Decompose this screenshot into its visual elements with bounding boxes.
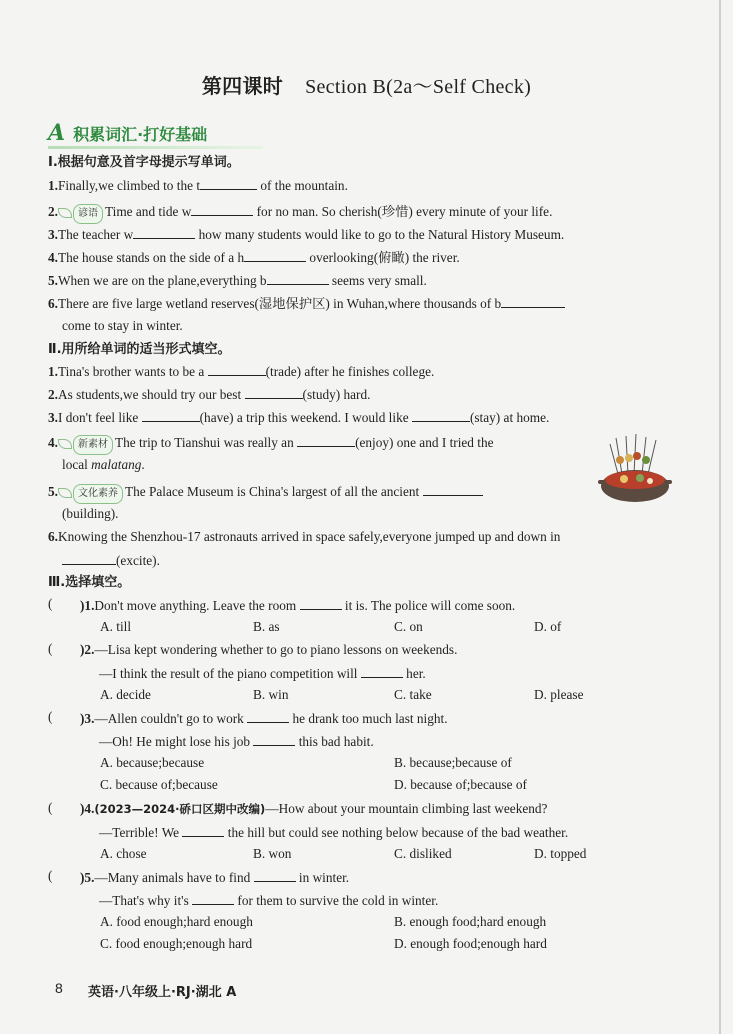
p3-q1: )1.Don't move anything. Leave the room it is. The police will come soon. xyxy=(80,598,516,613)
section-letter: A xyxy=(48,120,66,146)
answer-blank[interactable] xyxy=(361,664,403,678)
title-cn: 第四课时 xyxy=(201,74,284,98)
answer-blank[interactable] xyxy=(423,482,483,496)
leaf-icon xyxy=(58,488,72,498)
tag-label: 文化素养 xyxy=(73,484,123,504)
answer-blank[interactable] xyxy=(501,294,565,308)
part2-heading: Ⅱ.用所给单词的适当形式填空。 xyxy=(48,342,231,357)
answer-blank[interactable] xyxy=(254,868,296,882)
source-note: (2023—2024·硚口区期中改编) xyxy=(94,802,266,816)
p3-q3: )3.—Allen couldn't go to work he drank too much last night. xyxy=(80,711,448,726)
p2-item-4: 4. 新素材 The trip to Tianshui was really an (enjoy) one and I tried the xyxy=(48,433,693,455)
option[interactable]: A. because;because xyxy=(100,755,205,770)
answer-blank[interactable] xyxy=(208,362,266,376)
tag-label: 谚语 xyxy=(73,204,103,224)
leaf-icon xyxy=(58,439,72,449)
option[interactable]: D. enough food;enough hard xyxy=(394,936,547,951)
option[interactable]: A. till xyxy=(100,619,132,634)
option[interactable]: A. chose xyxy=(100,846,147,861)
answer-paren[interactable]: ( xyxy=(48,641,53,656)
answer-blank[interactable] xyxy=(412,408,470,422)
p1-item-6: 6.There are five large wetland reserves(湿地保护区) in Wuhan,where thousands of b xyxy=(48,294,693,313)
answer-paren[interactable]: ( xyxy=(48,709,53,724)
title-en: Section B(2a～Self Check) xyxy=(305,76,532,98)
option[interactable]: C. take xyxy=(394,687,432,702)
option[interactable]: C. food enough;enough hard xyxy=(100,936,253,951)
p3-q2-line2: —I think the result of the piano competition will her. xyxy=(99,666,426,681)
option[interactable]: D. topped xyxy=(534,846,587,861)
p2-item-2: 2.As students,we should try our best (study) hard. xyxy=(48,387,371,402)
option[interactable]: C. because of;because xyxy=(100,777,218,792)
answer-paren[interactable]: ( xyxy=(48,596,53,611)
answer-blank[interactable] xyxy=(300,596,342,610)
page-edge xyxy=(719,0,721,1034)
answer-blank[interactable] xyxy=(267,271,329,285)
p3-q4: )4.(2023—2024·硚口区期中改编)—How about your mountain climbing last weekend? xyxy=(80,801,548,816)
p1-item-2: 2. 谚语 Time and tide w for no man. So cherish(珍惜) every minute of your life. xyxy=(48,202,693,224)
p1-item-6-cont: come to stay in winter. xyxy=(62,318,183,333)
answer-blank[interactable] xyxy=(191,202,253,216)
option[interactable]: A. decide xyxy=(100,687,151,702)
section-header xyxy=(48,121,207,145)
section-underline xyxy=(48,146,263,149)
option[interactable]: B. enough food;hard enough xyxy=(394,914,547,929)
p3-q3-line2: —Oh! He might lose his job this bad habit. xyxy=(99,734,374,749)
part1-heading: Ⅰ.根据句意及首字母提示写单词。 xyxy=(48,155,240,170)
answer-blank[interactable] xyxy=(253,732,295,746)
option[interactable]: D. please xyxy=(534,687,584,702)
answer-blank[interactable] xyxy=(244,248,306,262)
answer-blank[interactable] xyxy=(142,408,200,422)
p3-q4-line2: —Terrible! We the hill but could see nothing below because of the bad weather. xyxy=(99,825,569,840)
p1-item-5: 5.When we are on the plane,everything b seems very small. xyxy=(48,273,427,288)
p2-item-6: 6.Knowing the Shenzhou-17 astronauts arrived in space safely,everyone jumped up and down in xyxy=(48,529,561,544)
answer-blank[interactable] xyxy=(62,551,116,565)
part3-heading: Ⅲ.选择填空。 xyxy=(48,575,131,590)
option[interactable]: D. of xyxy=(534,619,562,634)
p2-item-5-cont: (building). xyxy=(62,506,119,521)
option[interactable]: A. food enough;hard enough xyxy=(100,914,253,929)
p1-item-4: 4.The house stands on the side of a h overlooking(俯瞰) the river. xyxy=(48,250,460,265)
p2-item-5: 5. 文化素养 The Palace Museum is China's largest of all the ancient xyxy=(48,482,693,504)
answer-paren[interactable]: ( xyxy=(48,868,53,883)
tag-label: 新素材 xyxy=(73,435,113,455)
p1-item-1: 1.Finally,we climbed to the t of the mountain. xyxy=(48,178,348,193)
option[interactable]: C. disliked xyxy=(394,846,452,861)
p3-q2: )2.—Lisa kept wondering whether to go to piano lessons on weekends. xyxy=(80,642,458,657)
footer-text: 英语·八年级上·RJ·湖北 A xyxy=(88,985,237,1000)
answer-paren[interactable]: ( xyxy=(48,800,53,815)
p2-item-6-cont: (excite). xyxy=(62,551,693,570)
option[interactable]: B. won xyxy=(253,846,292,861)
p2-item-3: 3.I don't feel like (have) a trip this weekend. I would like (stay) at home. xyxy=(48,410,550,425)
answer-blank[interactable] xyxy=(182,823,224,837)
p2-item-1: 1.Tina's brother wants to be a (trade) after he finishes college. xyxy=(48,364,435,379)
answer-blank[interactable] xyxy=(297,433,355,447)
p3-q5-line2: —That's why it's for them to survive the cold in winter. xyxy=(99,893,439,908)
option[interactable]: D. because of;because of xyxy=(394,777,527,792)
option[interactable]: C. on xyxy=(394,619,423,634)
answer-blank[interactable] xyxy=(247,709,289,723)
leaf-icon xyxy=(58,208,72,218)
p2-item-4-cont: local malatang. xyxy=(62,457,145,472)
malatang-illustration xyxy=(596,434,674,514)
option[interactable]: B. as xyxy=(253,619,280,634)
page-title xyxy=(0,70,733,99)
answer-blank[interactable] xyxy=(192,891,234,905)
answer-blank[interactable] xyxy=(200,176,257,190)
section-title: 积累词汇·打好基础 xyxy=(73,124,208,144)
answer-blank[interactable] xyxy=(133,225,195,239)
p1-item-3: 3.The teacher w how many students would like to go to the Natural History Museum. xyxy=(48,227,565,242)
answer-blank[interactable] xyxy=(245,385,303,399)
option[interactable]: B. because;because of xyxy=(394,755,512,770)
p3-q5: )5.—Many animals have to find in winter. xyxy=(80,870,350,885)
option[interactable]: B. win xyxy=(253,687,289,702)
page-number: 8 xyxy=(55,980,63,996)
